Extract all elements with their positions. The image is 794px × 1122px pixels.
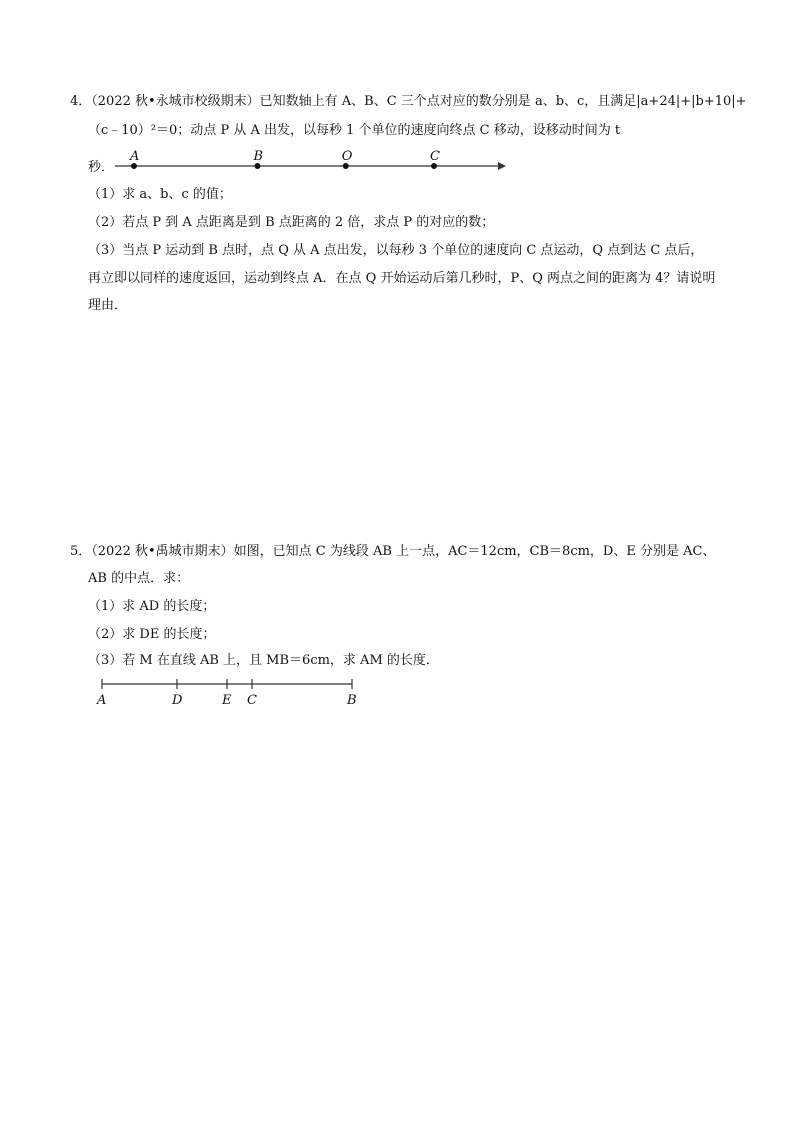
q5-stem-line-1: 5．（2022 秋•禹城市期末）如图，已知点 C 为线段 AB 上一点，AC＝12cm，CB＝8cm，D、E 分别是 AC、 bbox=[70, 544, 716, 559]
label-e: E bbox=[222, 693, 232, 708]
q4-part-2: （2）若点 P 到 A 点距离是到 B 点距离的 2 倍，求点 P 的对应的数； bbox=[88, 215, 495, 230]
point-o-label: O bbox=[341, 149, 353, 164]
q4-part-3-line-1: （3）当点 P 运动到 B 点时，点 Q 从 A 点出发，以每秒 3 个单位的速度向 C 点运动，Q 点到达 C 点后， bbox=[88, 243, 704, 258]
q4-stem-line-3: 秒． bbox=[88, 160, 115, 175]
q5-part-1: （1）求 AD 的长度； bbox=[88, 599, 216, 614]
label-d: D bbox=[172, 693, 183, 708]
point-c-label: C bbox=[430, 149, 440, 164]
q4-stem-line-1: 4．（2022 秋•永城市校级期末）已知数轴上有 A、B、C 三个点对应的数分别是 a、b、c，且满足|a+24|+|b+10|+ bbox=[70, 94, 747, 109]
q5-part-3: （3）若 M 在直线 AB 上，且 MB＝6cm，求 AM 的长度． bbox=[88, 653, 439, 668]
number-line-arrow bbox=[498, 162, 506, 170]
point-a-label: A bbox=[130, 149, 140, 164]
q5-part-2: （2）求 DE 的长度； bbox=[88, 627, 216, 642]
q4-part-3-line-3: 理由． bbox=[88, 298, 128, 313]
q4-number-line bbox=[110, 146, 510, 176]
q4-part-1: （1）求 a、b、c 的值； bbox=[88, 187, 232, 202]
q4-stem-line-2: （c﹣10）²＝0；动点 P 从 A 出发，以每秒 1 个单位的速度向终点 C 移动，设移动时间为 t bbox=[88, 123, 621, 138]
label-a: A bbox=[97, 693, 107, 708]
point-b-label: B bbox=[253, 149, 264, 164]
q5-stem-line-2: AB 的中点．求： bbox=[88, 571, 190, 586]
label-b: B bbox=[347, 693, 357, 708]
q5-segment-figure bbox=[90, 676, 370, 708]
label-c: C bbox=[247, 693, 257, 708]
q4-part-3-line-2: 再立即以同样的速度返回，运动到终点 A．在点 Q 开始运动后第几秒时，P、Q 两点之间的距离为 4？请说明 bbox=[88, 271, 716, 286]
